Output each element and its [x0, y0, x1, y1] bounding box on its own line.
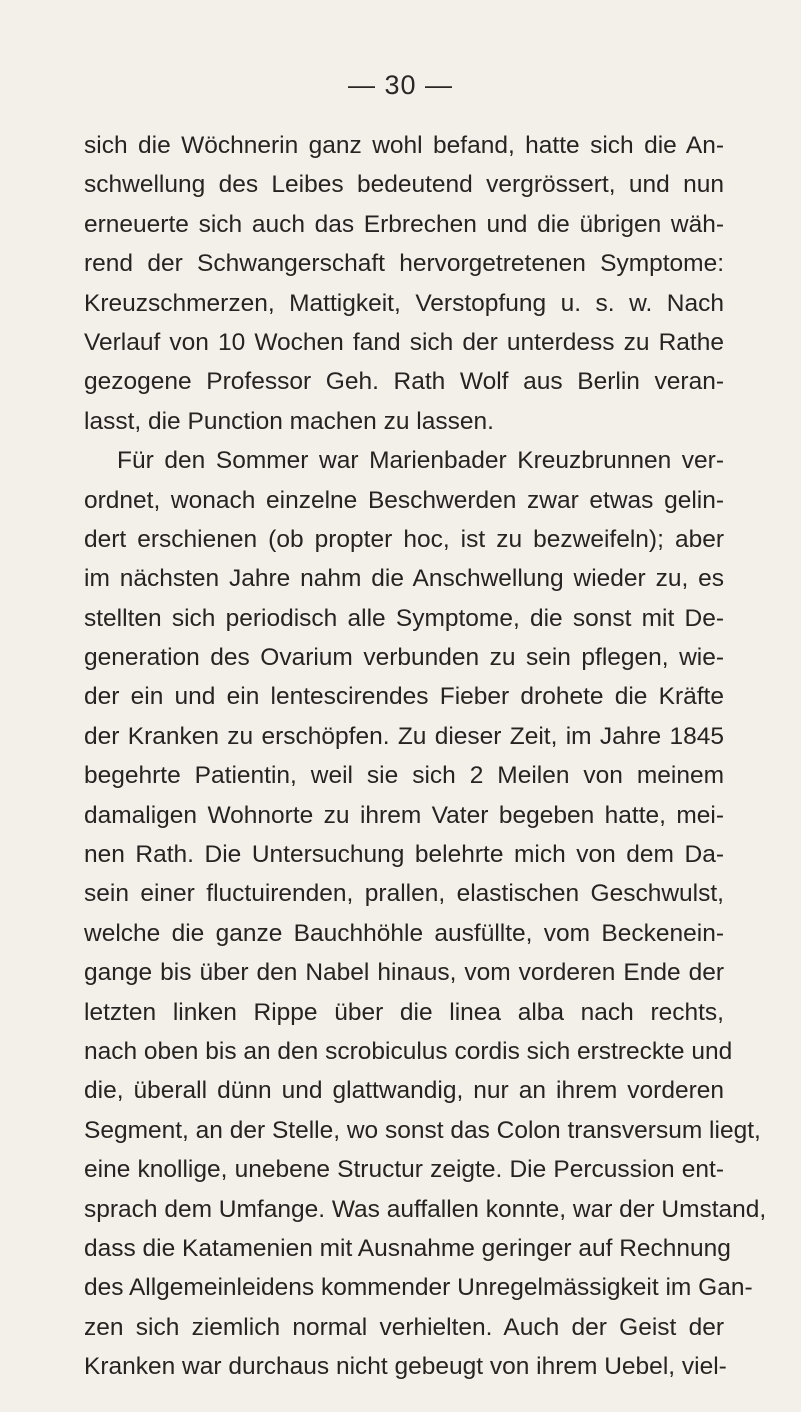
text-line: zen sich ziemlich normal verhielten. Auch der Geist der: [84, 1313, 724, 1341]
text-line: erneuerte sich auch das Erbrechen und die übrigen wäh-: [84, 210, 724, 238]
text-line: sprach dem Umfange. Was auffallen konnte, war der Umstand,: [84, 1195, 767, 1223]
text-line: gezogene Professor Geh. Rath Wolf aus Berlin veran-: [84, 368, 724, 396]
paragraph-start-line: Für den Sommer war Marienbader Kreuzbrunnen ver-: [117, 447, 724, 475]
text-line: Segment, an der Stelle, wo sonst das Colon transversum liegt,: [84, 1116, 761, 1144]
text-line: sein einer fluctuirenden, prallen, elastischen Geschwulst,: [84, 880, 724, 908]
text-line: des Allgemeinleidens kommender Unregelmässigkeit im Gan-: [84, 1274, 753, 1302]
text-line: eine knollige, unebene Structur zeigte. Die Percussion ent-: [84, 1156, 724, 1184]
text-line: letzten linken Rippe über die linea alba nach rechts,: [84, 998, 724, 1026]
text-line: die, überall dünn und glattwandig, nur an ihrem vorderen: [84, 1077, 724, 1105]
text-line: schwellung des Leibes bedeutend vergrössert, und nun: [84, 171, 724, 199]
text-line: gange bis über den Nabel hinaus, vom vorderen Ende der: [84, 959, 724, 987]
text-line: dert erschienen (ob propter hoc, ist zu bezweifeln); aber: [84, 525, 724, 553]
text-line: begehrte Patientin, weil sie sich 2 Meilen von meinem: [84, 762, 724, 790]
text-line: sich die Wöchnerin ganz wohl befand, hatte sich die An-: [84, 132, 724, 159]
text-line: nen Rath. Die Untersuchung belehrte mich von dem Da-: [84, 841, 724, 869]
text-line: generation des Ovarium verbunden zu sein pflegen, wie-: [84, 644, 724, 672]
text-line: der ein und ein lentescirendes Fieber drohete die Kräfte: [84, 683, 724, 711]
text-line: damaligen Wohnorte zu ihrem Vater begeben hatte, mei-: [84, 801, 724, 829]
text-line: lasst, die Punction machen zu lassen.: [84, 407, 494, 435]
text-line: Verlauf von 10 Wochen fand sich der unterdess zu Rathe: [84, 328, 724, 356]
text-line: im nächsten Jahre nahm die Anschwellung wieder zu, es: [84, 565, 724, 593]
page-number: — 30 —: [347, 70, 454, 100]
text-line: stellten sich periodisch alle Symptome, die sonst mit De-: [84, 604, 724, 632]
text-line: welche die ganze Bauchhöhle ausfüllte, vom Beckenein-: [84, 919, 724, 947]
text-line: Kreuzschmerzen, Mattigkeit, Verstopfung u. s. w. Nach: [84, 289, 724, 317]
body-text: [84, 126, 767, 1387]
text-line: der Kranken zu erschöpfen. Zu dieser Zeit, im Jahre 1845: [84, 722, 724, 750]
text-line: ordnet, wonach einzelne Beschwerden zwar etwas gelin-: [84, 486, 724, 514]
text-line: dass die Katamenien mit Ausnahme geringer auf Rechnung: [84, 1234, 731, 1262]
text-line: rend der Schwangerschaft hervorgetretenen Symptome:: [84, 250, 724, 278]
text-line: Kranken war durchaus nicht gebeugt von ihrem Uebel, viel-: [84, 1353, 727, 1381]
text-line: nach oben bis an den scrobiculus cordis sich erstreckte und: [84, 1037, 733, 1065]
